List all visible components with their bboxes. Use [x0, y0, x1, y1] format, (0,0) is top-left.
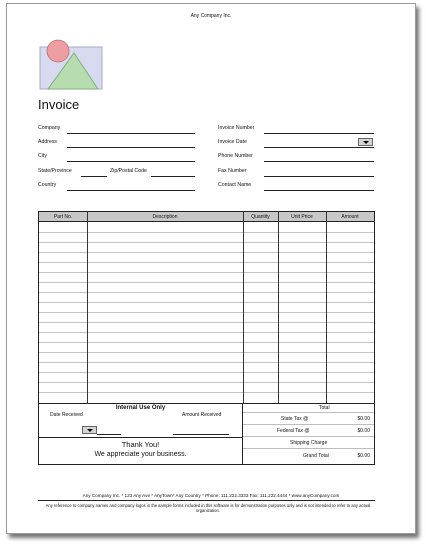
table-row[interactable] [39, 272, 374, 273]
total-divider [243, 424, 374, 425]
contact-name-label: Contact Name [218, 182, 252, 188]
table-row[interactable] [39, 382, 374, 383]
totals-section [242, 403, 375, 465]
contact-name-field[interactable] [264, 190, 374, 191]
total-divider [243, 436, 374, 437]
total-divider [243, 412, 374, 413]
column-header-unit-price: Unit Price [291, 214, 313, 220]
zip-postal-label: Zip/Postal Code [110, 168, 147, 174]
country-field[interactable] [67, 190, 195, 191]
table-row[interactable] [39, 322, 374, 323]
country-label: Country [38, 182, 57, 188]
company-label: Company [38, 125, 61, 131]
federal-tax-label: Federal Tax @ [277, 428, 310, 434]
grand-total-value: $0.00 [357, 453, 370, 459]
column-divider [243, 212, 244, 403]
table-row[interactable] [39, 242, 374, 243]
line-items-table [38, 211, 375, 404]
table-row[interactable] [39, 262, 374, 263]
table-row[interactable] [39, 312, 374, 313]
address-field[interactable] [67, 147, 195, 148]
amount-received-label: Amount Received [182, 412, 222, 418]
footer-address: Any Company Inc. * 123 Any Ave * AnyTown* Any Country * Phone: 111.222.3333 Fax: 111.222.4444 * www.anyCompany.com [82, 493, 340, 498]
invoice-date-dropdown-button[interactable] [358, 138, 373, 146]
fax-number-label: Fax Number [218, 168, 247, 174]
appreciation-text: We appreciate your business. [94, 451, 187, 458]
amount-received-field[interactable] [173, 434, 229, 435]
company-field[interactable] [67, 133, 195, 134]
state-tax-label: State Tax @ [281, 416, 309, 422]
table-row[interactable] [39, 292, 374, 293]
state-tax-value: $0.00 [357, 416, 370, 422]
internal-use-title: Internal Use Only [115, 405, 166, 411]
thank-you-text: Thank You! [121, 440, 160, 449]
state-province-field[interactable] [81, 176, 107, 177]
invoice-number-label: Invoice Number [218, 125, 255, 131]
footer-disclaimer: Any reference to company names and company logos in the sample forms included in this software is for demonstration purposes only and is not intended to refer to any actual organization. [45, 503, 371, 514]
company-logo-icon [38, 37, 104, 91]
date-received-label: Date Received [50, 412, 83, 418]
zip-postal-field[interactable] [151, 176, 195, 177]
invoice-number-field[interactable] [264, 133, 374, 134]
invoice-page [6, 3, 416, 534]
column-divider [87, 212, 88, 403]
column-header-amount: Amount [341, 214, 359, 220]
shipping-charge-label: Shipping Charge [290, 440, 328, 446]
column-divider [278, 212, 279, 403]
address-label: Address [38, 139, 58, 145]
city-field[interactable] [67, 161, 195, 162]
city-label: City [38, 153, 47, 159]
table-row[interactable] [39, 372, 374, 373]
phone-number-label: Phone Number [218, 153, 253, 159]
grand-total-label: Grand Total [303, 453, 329, 459]
column-divider [326, 212, 327, 403]
table-row[interactable] [39, 232, 374, 233]
table-row[interactable] [39, 352, 374, 353]
header-company-name: Any Company Inc. [190, 13, 232, 19]
invoice-date-field[interactable] [264, 147, 374, 148]
table-row[interactable] [39, 302, 374, 303]
total-label: Total [319, 405, 330, 411]
section-divider [39, 437, 242, 438]
footer-divider [38, 500, 375, 501]
table-row[interactable] [39, 342, 374, 343]
internal-use-section [38, 403, 243, 465]
table-row[interactable] [39, 332, 374, 333]
state-province-label: State/Province [38, 168, 72, 174]
table-row[interactable] [39, 252, 374, 253]
total-divider [243, 448, 374, 449]
fax-number-field[interactable] [264, 176, 374, 177]
column-header-description: Description [152, 214, 178, 220]
chevron-down-icon [87, 429, 93, 432]
chevron-down-icon [363, 141, 369, 144]
invoice-title: Invoice [38, 97, 80, 112]
table-row[interactable] [39, 392, 374, 393]
invoice-date-label: Invoice Date [218, 139, 247, 145]
phone-number-field[interactable] [264, 161, 374, 162]
table-row[interactable] [39, 282, 374, 283]
date-received-dropdown-button[interactable] [82, 426, 97, 434]
column-header-quantity: Quantity [251, 214, 270, 220]
column-header-part-no: Part No. [53, 214, 73, 220]
table-row[interactable] [39, 362, 374, 363]
date-received-field[interactable] [97, 434, 121, 435]
federal-tax-value: $0.00 [357, 428, 370, 434]
